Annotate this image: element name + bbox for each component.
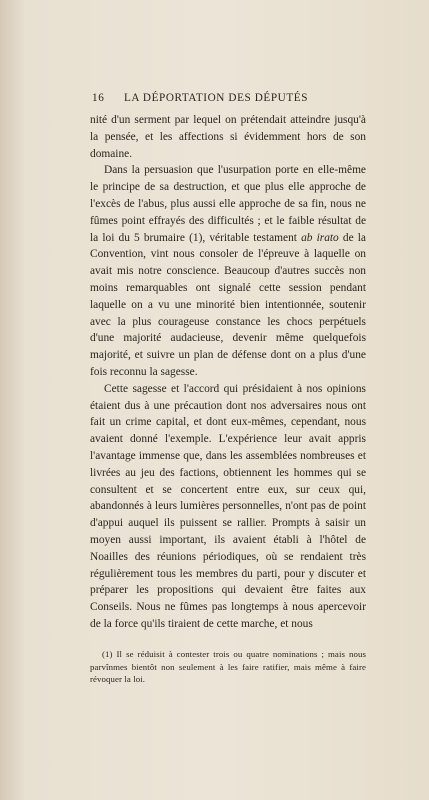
footnote-text: (1) Il se réduisit à contester trois ou quatre nominations ; mais nous parvînmes bientôt non seulement à les faire ratifier, mais même à faire révoquer la loi. xyxy=(90,649,366,685)
paragraph-persuasion-part-2: de la Convention, vint nous consoler de l'épreuve à laquelle on avait mis notre conscience. Beaucoup d'autres succès non moins remarquables ont signalé cette session pendant laquelle on a vu une minorité bien intentionnée, soutenir avec la plus courageuse constance les chocs perpétuels d'une majorité audacieuse, devenir même quelquefois majorité, et suivre un plan de défense dont on a plus d'une fois reconnu la sagesse. xyxy=(90,231,366,378)
paragraph-persuasion-part-1: Dans la persuasion que l'usurpation porte en elle-même le principe de sa destruction, et que plus elle approche de l'excès de l'abus, plus aussi elle approche de sa fin, nous ne fûmes point effrayés des difficultés ; et le faible résultat de la loi du 5 brumaire (1), véritable testament xyxy=(90,164,366,244)
running-header xyxy=(92,92,368,106)
page-number: 16 xyxy=(92,92,105,104)
paragraph-continuation: nité d'un serment par lequel on prétendait atteindre jusqu'à la pensée, et les affections si évidemment hors de son domaine. xyxy=(90,114,366,160)
italic-ab-irato: ab irato xyxy=(301,231,339,244)
body-text xyxy=(90,112,366,633)
running-title: LA DÉPORTATION DES DÉPUTÉS xyxy=(124,92,309,104)
footnote xyxy=(90,648,366,686)
paragraph-persuasion xyxy=(90,162,366,380)
paragraph-sagesse: Cette sagesse et l'accord qui présidaient à nos opinions étaient dus à une précaution dont nos adversaires nous ont fait un crime capital, et dont eux-mêmes, cependant, nous avaient donné l'exemple. L'expérience leur avait appris l'avantage immense que, dans les assemblées nombreuses et livrées au jeu des factions, obtiennent les hommes qui se consultent et se concertent entre eux, sur ceux qui, abandonnés à leurs lumières personnelles, n'ont pas de point d'appui auquel ils puissent se rallier. Prompts à saisir un moyen aussi important, ils avaient établi à l'hôtel de Noailles des réunions périodiques, où se rendaient très régulièrement tous les membres du parti, pour y discuter et préparer les propositions qui devaient être faites aux Conseils. Nous ne fûmes pas longtemps à nous apercevoir de la force qu'ils tiraient de cette marche, et nous xyxy=(90,382,366,630)
